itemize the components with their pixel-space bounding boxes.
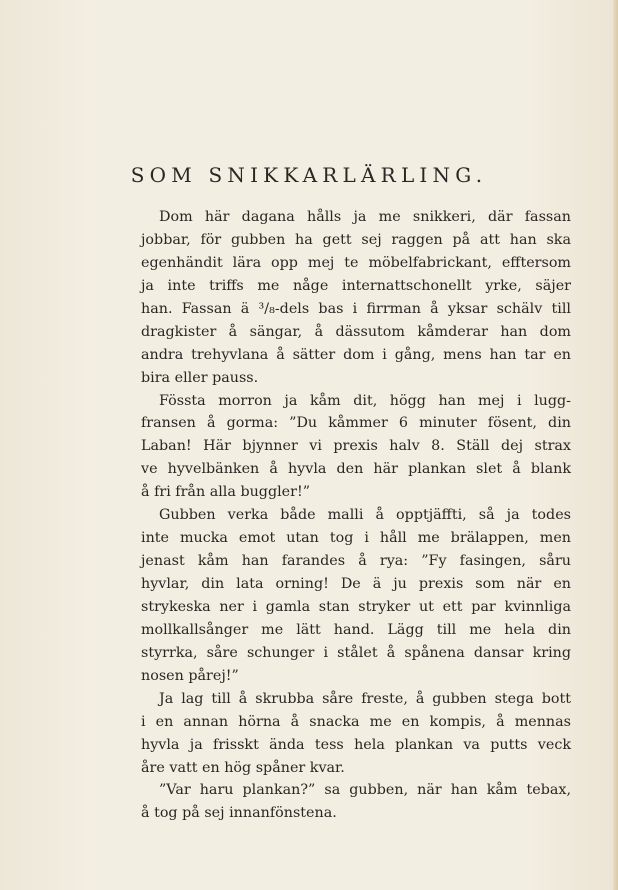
text-line: andra trehyvlana å sätter dom i gång, mens han tar en	[141, 346, 571, 363]
text-line: jenast kåm han farandes å rya: ”Fy fasingen, såru	[141, 553, 571, 570]
text-line: å tog på sej innanfönstena.	[141, 805, 337, 822]
text-line: strykeska ner i gamla stan stryker ut ett par kvinnliga	[141, 598, 571, 615]
text-line: styrrka, såre schunger i stålet å spånena dansar kring	[141, 644, 571, 661]
text-line: å fri från alla buggler!”	[141, 484, 311, 501]
text-line: nosen pårej!”	[141, 667, 239, 684]
text-line: jobbar, för gubben ha gett sej raggen på att han ska	[141, 231, 571, 248]
text-line: inte mucka emot utan tog i håll me brälappen, men	[141, 530, 571, 547]
text-line: bira eller pauss.	[141, 369, 259, 386]
text-line: ve hyvelbänken å hyvla den här plankan slet å blank	[141, 461, 571, 478]
text-line: hyvla ja frisskt ända tess hela plankan va putts veck	[141, 736, 571, 753]
text-line: i en annan hörna å snacka me en kompis, å mennas	[141, 713, 571, 730]
text-line: ”Var haru plankan?” sa gubben, när han kåm tebax,	[159, 782, 571, 799]
text-line: mollkallsånger me lätt hand. Lägg till me hela din	[141, 621, 571, 638]
text-line: hyvlar, din lata orning! De ä ju prexis som när en	[141, 576, 571, 592]
text-line: Laban! Här bjynner vi prexis halv 8. Ställ dej strax	[141, 438, 571, 455]
chapter-title: SOM SNIKKARLÄRLING.	[130, 163, 488, 187]
text-line: Dom här dagana hålls ja me snikkeri, där fassan	[159, 209, 571, 225]
text-line: fransen å gorma: ”Du kåmmer 6 minuter fösent, din	[141, 415, 571, 432]
text-line: Fössta morron ja kåm dit, högg han mej i lugg-	[159, 392, 571, 409]
page-edge	[613, 0, 618, 890]
text-line: Ja lag till å skrubba såre freste, å gubben stega bott	[159, 690, 571, 707]
text-line: egenhändit lära opp mej te möbelfabrickant, efftersom	[141, 254, 571, 271]
text-line: han. Fassan ä ³/₈-dels bas i firrman å yksar schälv till	[141, 300, 571, 317]
body-text	[141, 206, 571, 825]
text-line: ja inte triffs me någe internattschonellt yrke, säjer	[141, 277, 571, 294]
text-line: dragkister å sängar, å dässutom kåmderar han dom	[141, 323, 571, 340]
text-line: Gubben verka både malli å opptjäffti, så ja todes	[159, 507, 571, 524]
text-line: åre vatt en hög spåner kvar.	[141, 759, 345, 776]
